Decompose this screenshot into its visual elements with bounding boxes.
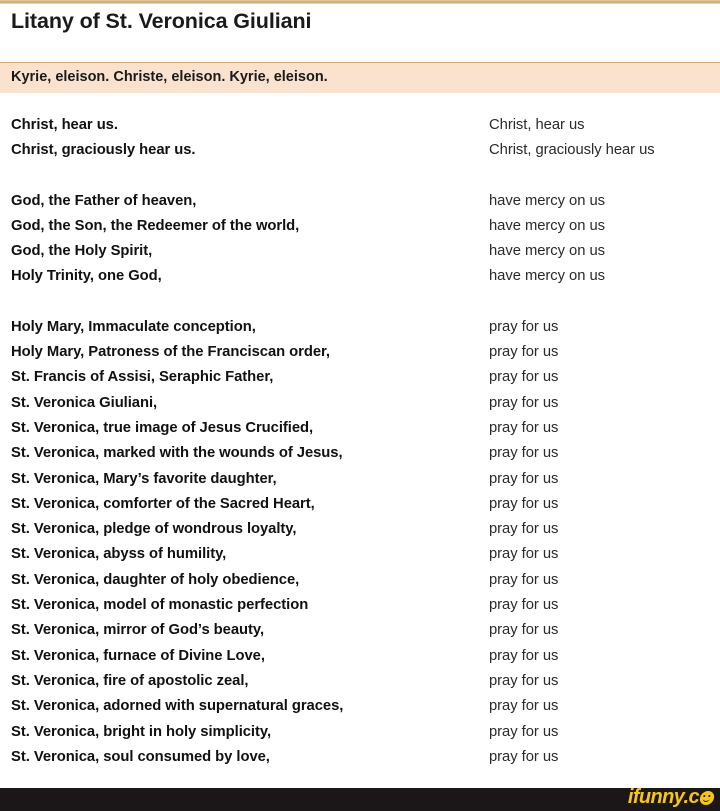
ifunny-watermark [628, 788, 714, 809]
litany-row [0, 315, 720, 340]
page-title: Litany of St. Veronica Giuliani [11, 9, 312, 33]
response-text: pray for us [489, 369, 559, 386]
invocation-text: St. Veronica, bright in holy simplicity, [11, 723, 272, 740]
smiley-face-icon [699, 791, 715, 805]
invocation-text: St. Veronica, mirror of God’s beauty, [11, 622, 265, 639]
invocation-text: Christ, graciously hear us. [11, 142, 196, 159]
response-text: pray for us [489, 495, 559, 512]
response-text: pray for us [489, 419, 559, 436]
litany-row [0, 214, 720, 239]
litany-row [0, 745, 720, 770]
invocation-text: St. Veronica, model of monastic perfection [11, 597, 309, 614]
invocation-text: St. Francis of Assisi, Seraphic Father, [11, 369, 274, 386]
response-text: pray for us [489, 571, 559, 588]
invocation-text: God, the Father of heaven, [11, 192, 197, 209]
litany-row [0, 391, 720, 416]
saint-invocations [0, 315, 720, 770]
litany-row [0, 669, 720, 694]
litany-row [0, 644, 720, 669]
invocation-text: God, the Son, the Redeemer of the world, [11, 217, 300, 234]
invocation-text: St. Veronica, furnace of Divine Love, [11, 647, 265, 664]
response-text: pray for us [489, 344, 559, 361]
litany-row [0, 593, 720, 618]
litany-row [0, 492, 720, 517]
invocation-text: Holy Mary, Patroness of the Franciscan order, [11, 344, 330, 361]
invocation-text: St. Veronica, Mary’s favorite daughter, [11, 470, 277, 487]
response-text: have mercy on us [489, 243, 605, 260]
litany-row [0, 365, 720, 390]
response-text: pray for us [489, 647, 559, 664]
response-text: have mercy on us [489, 268, 605, 285]
response-text: Christ, graciously hear us [489, 142, 655, 159]
invocation-text: God, the Holy Spirit, [11, 243, 153, 260]
response-text: have mercy on us [489, 192, 605, 209]
litany-row [0, 441, 720, 466]
christ-invocations [0, 113, 720, 164]
invocation-text: St. Veronica, fire of apostolic zeal, [11, 672, 249, 689]
response-text: pray for us [489, 546, 559, 563]
response-text: pray for us [489, 470, 559, 487]
invocation-text: St. Veronica, comforter of the Sacred Heart, [11, 495, 315, 512]
response-text: pray for us [489, 698, 559, 715]
page-top-rule [0, 0, 720, 4]
response-text: pray for us [489, 597, 559, 614]
response-text: pray for us [489, 748, 559, 765]
response-text: pray for us [489, 318, 559, 335]
litany-row [0, 542, 720, 567]
kyrie-highlight-band [0, 62, 720, 93]
response-text: pray for us [489, 394, 559, 411]
litany-row [0, 517, 720, 542]
litany-row [0, 568, 720, 593]
response-text: pray for us [489, 445, 559, 462]
kyrie-line: Kyrie, eleison. Christe, eleison. Kyrie, eleison. [11, 69, 328, 85]
litany-row [0, 618, 720, 643]
invocation-text: Holy Trinity, one God, [11, 268, 162, 285]
litany-row [0, 340, 720, 365]
response-text: pray for us [489, 622, 559, 639]
litany-row [0, 113, 720, 138]
litany-row [0, 694, 720, 719]
invocation-text: St. Veronica, marked with the wounds of Jesus, [11, 445, 343, 462]
litany-row [0, 138, 720, 163]
invocation-text: St. Veronica Giuliani, [11, 394, 158, 411]
litany-row [0, 264, 720, 289]
invocation-text: St. Veronica, soul consumed by love, [11, 748, 270, 765]
response-text: pray for us [489, 672, 559, 689]
trinity-invocations [0, 189, 720, 290]
response-text: pray for us [489, 723, 559, 740]
invocation-text: Holy Mary, Immaculate conception, [11, 318, 256, 335]
response-text: have mercy on us [489, 217, 605, 234]
response-text: Christ, hear us [489, 117, 585, 133]
litany-row [0, 467, 720, 492]
litany-row [0, 720, 720, 745]
invocation-text: Christ, hear us. [11, 117, 118, 133]
invocation-text: St. Veronica, abyss of humility, [11, 546, 227, 563]
invocation-text: St. Veronica, adorned with supernatural graces, [11, 698, 344, 715]
litany-row [0, 416, 720, 441]
invocation-text: St. Veronica, true image of Jesus Crucified, [11, 419, 314, 436]
watermark-bar [0, 788, 720, 811]
watermark-label: ifunny.c [627, 788, 699, 808]
litany-row [0, 189, 720, 214]
invocation-text: St. Veronica, daughter of holy obedience, [11, 571, 300, 588]
litany-row [0, 239, 720, 264]
litany-body [0, 113, 720, 770]
invocation-text: St. Veronica, pledge of wondrous loyalty, [11, 521, 297, 538]
response-text: pray for us [489, 521, 559, 538]
